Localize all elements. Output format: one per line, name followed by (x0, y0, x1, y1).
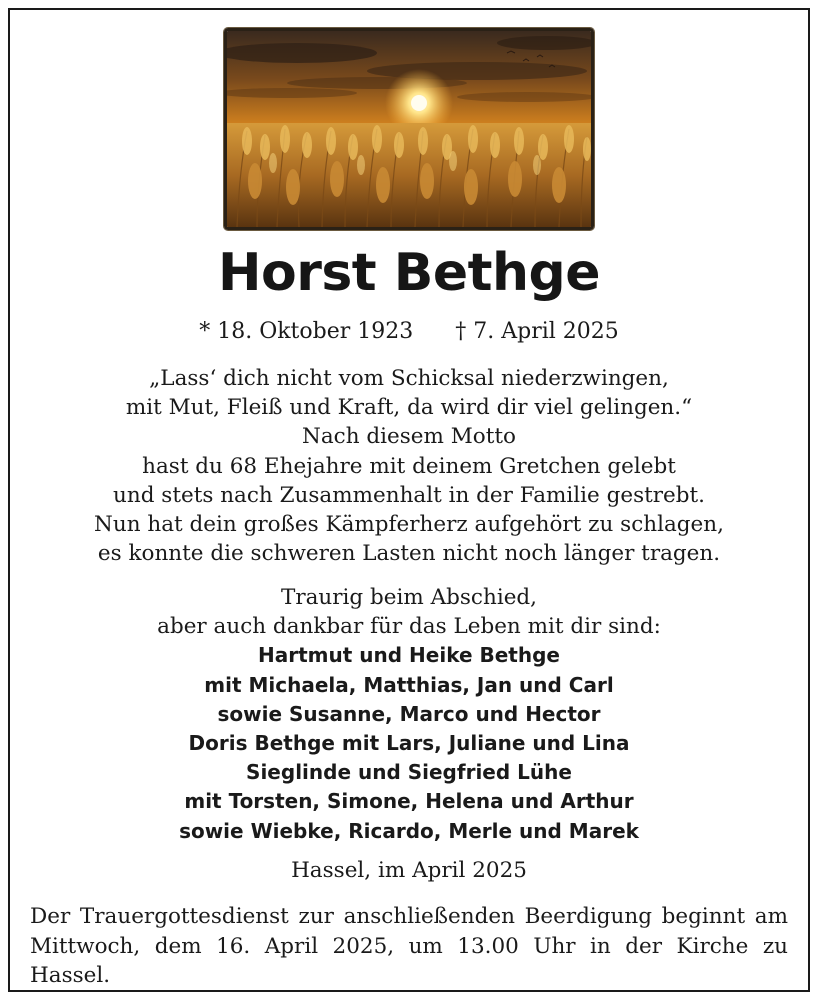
mourner-line: Doris Bethge mit Lars, Juliane und Lina (188, 731, 630, 756)
service-notice-line: Mittwoch, dem 16. April 2025, um 13.00 Uhr in der Kirche zu Hassel. (30, 933, 788, 988)
service-notice-line: Der Trauergottesdienst zur anschließenden Beerdigung beginnt am (30, 904, 788, 929)
mourner-line: sowie Susanne, Marco und Hector (217, 701, 601, 726)
mourners-section (0, 583, 818, 846)
mourner-line: sowie Wiebke, Ricardo, Merle und Marek (179, 818, 639, 843)
poem-line: „Lass‘ dich nicht vom Schicksal niederzwingen, (149, 366, 669, 391)
wheat-field-sunset-illustration (227, 31, 591, 227)
place-date-line: Hassel, im April 2025 (291, 858, 527, 883)
poem-line: es konnte die schweren Lasten nicht noch länger tragen. (97, 541, 721, 567)
poem-line: Nach diesem Motto (302, 424, 516, 450)
mourner-line: mit Michaela, Matthias, Jan und Carl (204, 672, 614, 697)
life-dates (0, 316, 818, 348)
funeral-service-notice (30, 902, 788, 991)
poem-line: mit Mut, Fleiß und Kraft, da wird dir viel gelingen.“ (125, 395, 693, 421)
mourning-intro-line: aber auch dankbar für das Leben mit dir sind: (157, 614, 661, 640)
poem-line: hast du 68 Ehejahre mit deinem Gretchen gelebt (142, 453, 676, 479)
poem-line: und stets nach Zusammenhalt in der Familie gestrebt. (113, 482, 705, 508)
mourner-line: Sieglinde und Siegfried Lühe (246, 760, 572, 785)
mourning-intro-line: Traurig beim Abschied, (280, 585, 538, 610)
poem-line: Nun hat dein großes Kämpferherz aufgehört zu schlagen, (94, 512, 724, 538)
place-and-date (0, 856, 818, 885)
wheat-field-sunset-image (224, 28, 594, 230)
death-date: † 7. April 2025 (455, 319, 619, 344)
memorial-poem (0, 364, 818, 568)
deceased-name: Horst Bethge (217, 243, 601, 303)
birth-date: * 18. Oktober 1923 (199, 319, 414, 344)
mourner-line: Hartmut und Heike Bethge (258, 643, 560, 668)
mourner-line: mit Torsten, Simone, Helena und Arthur (184, 789, 634, 814)
